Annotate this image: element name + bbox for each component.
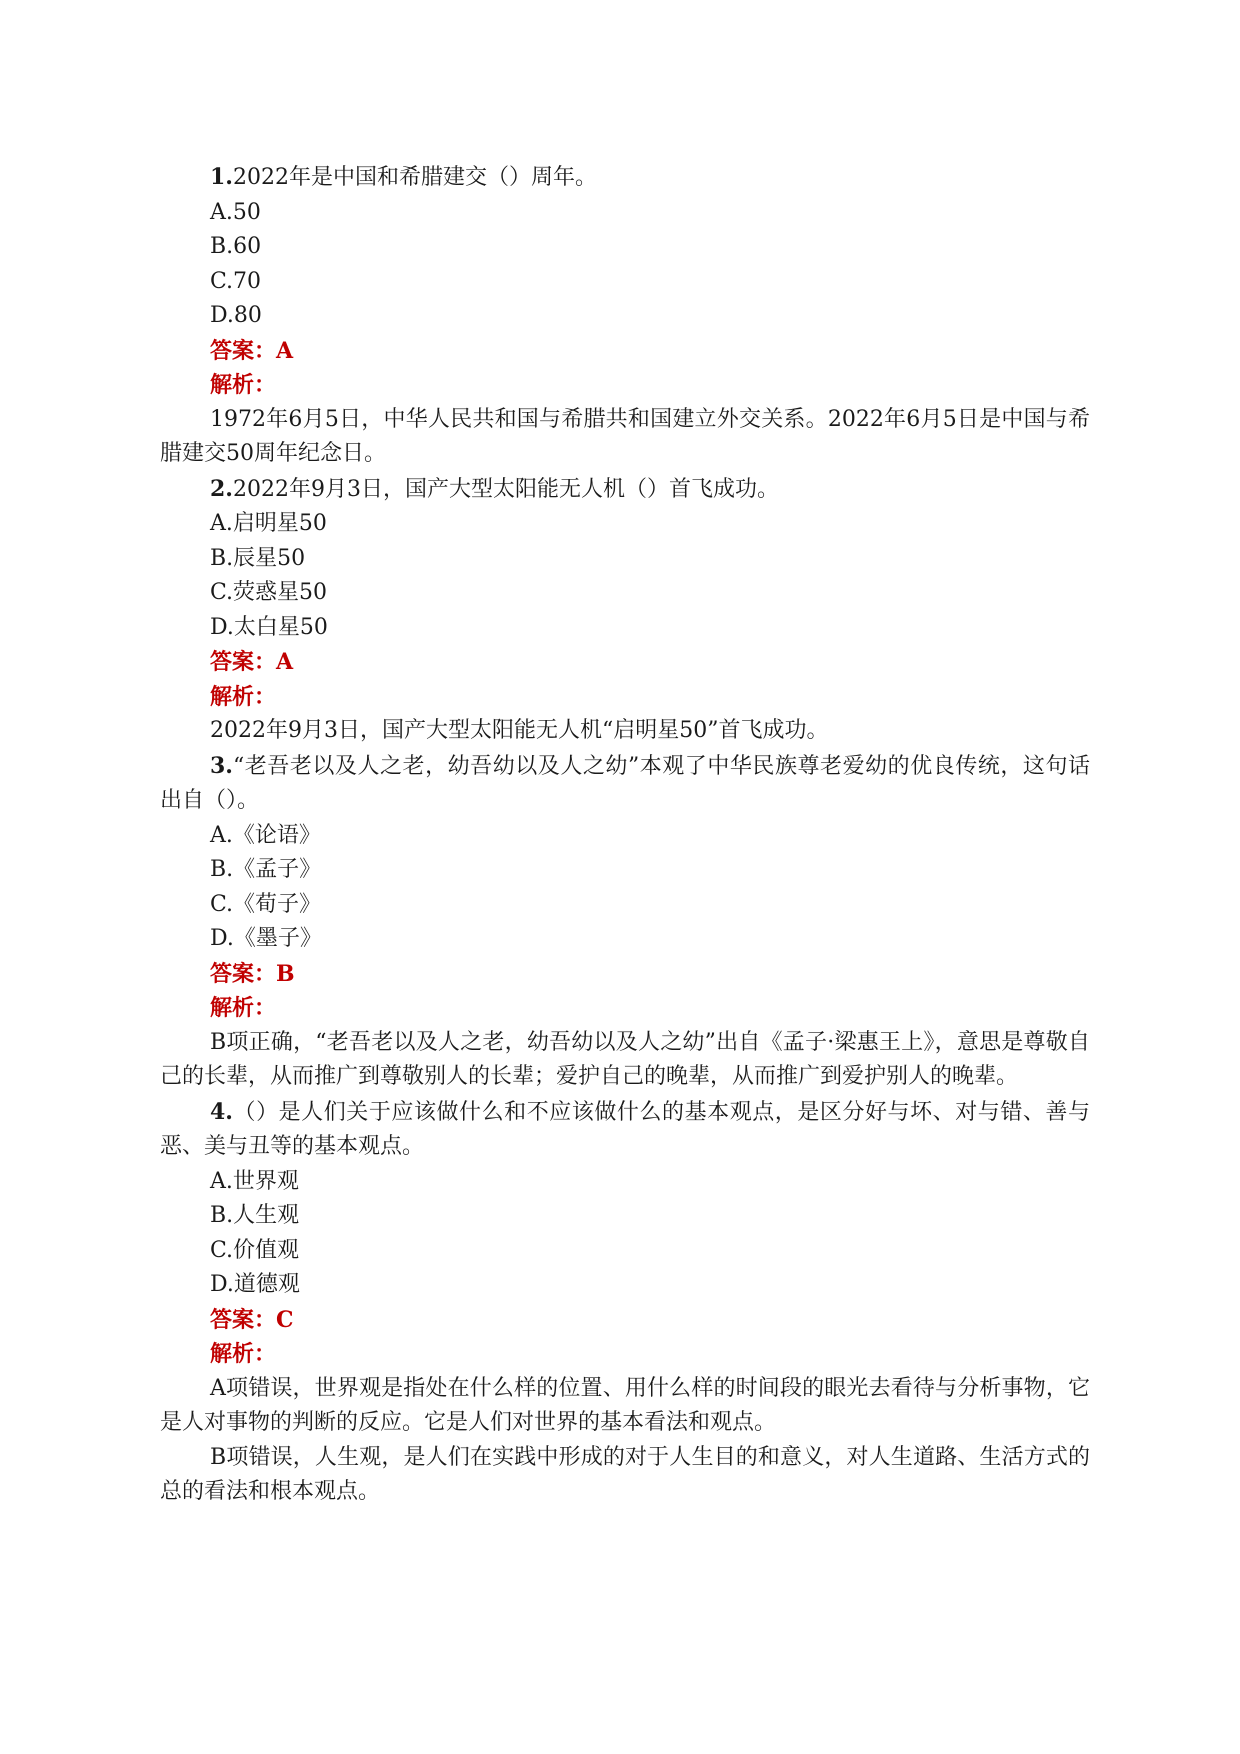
analysis-paragraph: B项错误，人生观，是人们在实践中形成的对于人生目的和意义，对人生道路、生活方式的总的看法和根本观点。	[160, 1444, 1090, 1504]
analysis-paragraph: 2022年9月3日，国产大型太阳能无人机“启明星50”首飞成功。	[210, 718, 829, 743]
question-stem	[160, 472, 1090, 508]
option-c: C.70	[210, 268, 262, 294]
option-c: C.价值观	[210, 1237, 300, 1263]
question-number: 1.	[210, 164, 233, 190]
option-b: B.《孟子》	[210, 857, 322, 882]
option-d: D.道德观	[210, 1272, 300, 1297]
option-c: C.荧惑星50	[210, 580, 328, 605]
option-c: C.《荀子》	[210, 891, 322, 917]
analysis-label: 解析：	[210, 372, 277, 398]
option-d: D.太白星50	[210, 614, 328, 640]
option-b: B.人生观	[210, 1203, 300, 1228]
analysis-paragraph: B项正确，“老吾老以及人之老，幼吾幼以及人之幼”出自《孟子·梁惠王上》，意思是尊敬自己的长辈，从而推广到尊敬别人的长辈；爱护自己的晚辈，从而推广到爱护别人的晚辈。	[160, 1029, 1090, 1089]
question-text: 2022年是中国和希腊建交（）周年。	[232, 165, 597, 190]
analysis-label: 解析：	[210, 995, 277, 1021]
analysis-label: 解析：	[210, 1341, 277, 1367]
question-number: 4.	[210, 1098, 233, 1125]
option-b: B.辰星50	[210, 545, 306, 571]
question-3	[160, 749, 1090, 1095]
question-text: （）是人们关于应该做什么和不应该做什么的基本观点，是区分好与坏、对与错、善与恶、美与丑等的基本观点。	[160, 1099, 1090, 1159]
option-a: A.启明星50	[210, 511, 327, 536]
question-text: “老吾老以及人之老，幼吾幼以及人之幼”本观了中华民族尊老爱幼的优良传统，这句话出自（）。	[160, 753, 1090, 813]
option-d: D.《墨子》	[210, 926, 322, 951]
option-a: A.世界观	[210, 1168, 299, 1194]
question-stem	[160, 749, 1090, 819]
question-number: 2.	[210, 475, 233, 502]
answer-label: 答案：C	[210, 1306, 294, 1333]
option-b: B.60	[210, 234, 262, 259]
document-page	[160, 160, 1090, 1510]
option-a: A.50	[210, 199, 261, 225]
question-text: 2022年9月3日，国产大型太阳能无人机（）首飞成功。	[232, 476, 779, 502]
question-stem	[160, 160, 1090, 196]
option-d: D.80	[210, 303, 262, 328]
question-2	[160, 472, 1090, 749]
answer-label: 答案：A	[210, 649, 294, 675]
answer-label: 答案：A	[210, 337, 294, 364]
answer-label: 答案：B	[210, 960, 295, 987]
analysis-paragraph: A项错误，世界观是指处在什么样的位置、用什么样的时间段的眼光去看待与分析事物，它是人对事物的判断的反应。它是人们对世界的基本看法和观点。	[160, 1375, 1090, 1435]
question-4	[160, 1095, 1090, 1510]
question-number: 3.	[210, 752, 233, 779]
question-1	[160, 160, 1090, 472]
analysis-paragraph: 1972年6月5日，中华人民共和国与希腊共和国建立外交关系。2022年6月5日是中国与希腊建交50周年纪念日。	[160, 406, 1090, 466]
analysis-label: 解析：	[210, 683, 277, 710]
question-stem	[160, 1095, 1090, 1165]
option-a: A.《论语》	[210, 822, 321, 848]
